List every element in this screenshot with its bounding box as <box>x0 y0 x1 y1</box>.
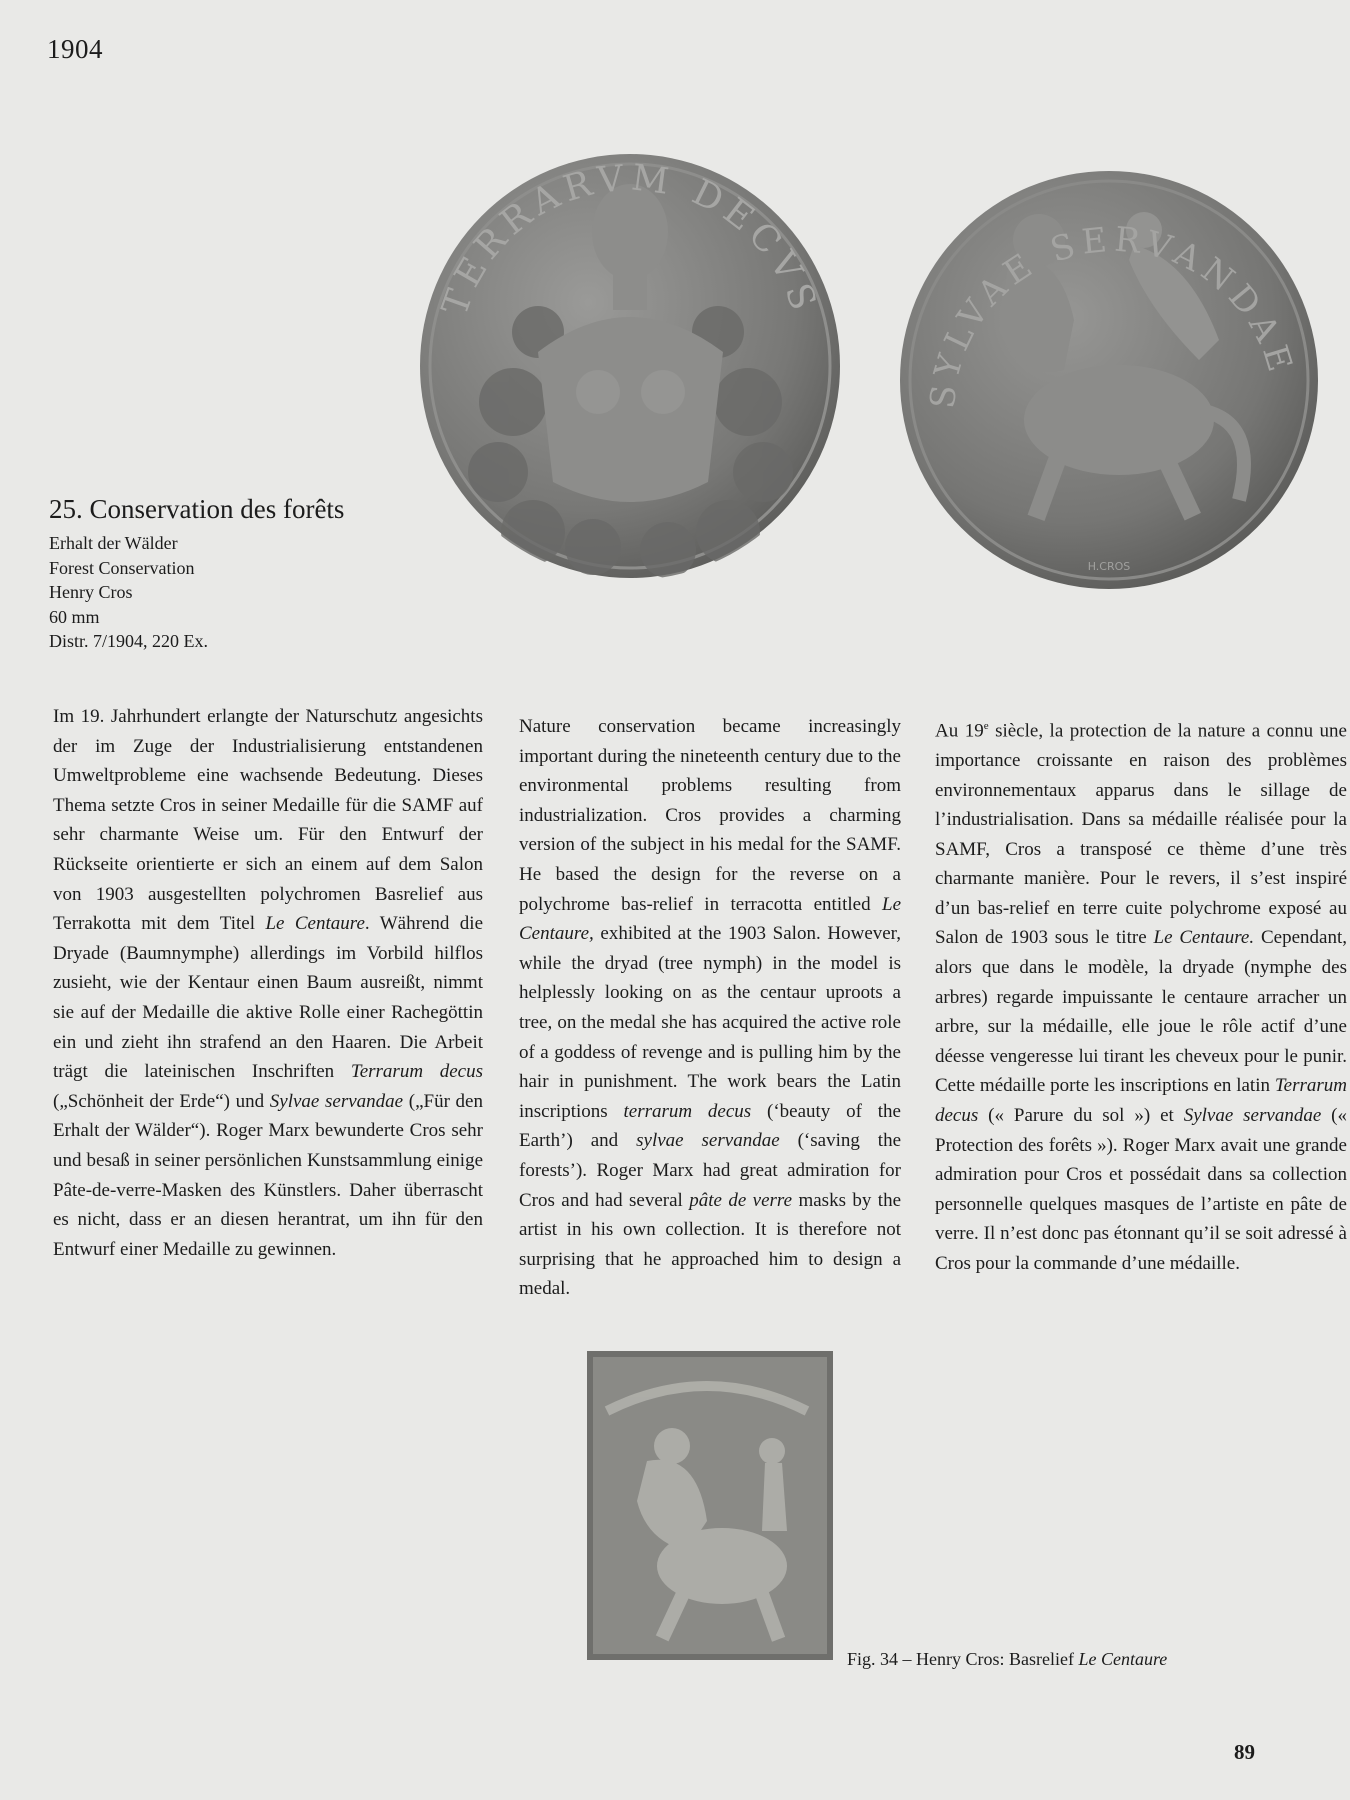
entry-size: 60 mm <box>49 606 100 627</box>
reverse-signature: H.CROS <box>1087 560 1131 573</box>
english-paragraph: Nature conservation became increasingly important during the nineteenth century due to the environmental problems resulting from industrialization. Cros provides a charming version of the subject in his medal for the SAMF. He based the design for the reverse on a polychrome bas-relief in terracotta entitled Le Centaure, exhibited at the 1903 Salon. However, while the dryad (tree nymph) in the model is helplessly looking on as the centaur uproots a tree, on the medal she has acquired the active role of a goddess of revenge and is pulling him by the hair in punishment. The work bears the Latin inscriptions terrarum decus (‘beauty of the Earth’) and sylvae servandae (‘saving the forests’). Roger Marx had great admiration for Cros and had several pâte de verre masks by the artist in his own collection. It is therefore not surprising that he approached him to design a medal. <box>519 716 902 1300</box>
entry-artist: Henry Cros <box>49 582 133 602</box>
figure-caption: Fig. 34 – Henry Cros: Basrelief Le Centaure <box>847 1649 1168 1669</box>
medal-reverse-image <box>899 170 1319 590</box>
obverse-inscription: TERRARVM DECVS <box>434 157 826 321</box>
medal-obverse-image <box>418 152 842 580</box>
year-heading: 1904 <box>47 34 103 64</box>
german-paragraph: Im 19. Jahrhundert erlangte der Naturschutz angesichts der im Zuge der Industrialisierung entstandenen Umweltprobleme eine wachsende Bedeutung. Dieses Thema setzte Cros in seiner Medaille für die SAMF auf sehr charmante Weise um. Für den Entwurf der Rückseite orientierte er sich an einem auf dem Salon von 1903 ausgestellten polychromen Basrelief aus Terrakotta mit dem Titel Le Centaure. Während die Dryade (Baumnymphe) allerdings im Vorbild hilflos zusieht, wie der Kentaur einen Baum ausreißt, nimmt sie auf der Medaille die aktive Rolle einer Rachegöttin ein und zieht ihn strafend an den Haaren. Die Arbeit trägt die lateinischen Inschriften Terrarum decus („Schönheit der Erde“) und Sylvae servandae („Für den Erhalt der Wälder“). Roger Marx bewunderte Cros sehr und besaß in seiner persönlichen Kunstsammlung einige Pâte-de-verre-Masken des Künstlers. Daher überrascht es nicht, dass er an diesen herantrat, um ihn für den Entwurf einer Medaille zu gewinnen. <box>53 706 484 1260</box>
entry-title: 25. Conservation des forêts <box>49 494 345 524</box>
english-text-column <box>519 712 901 1304</box>
entry-german-title: Erhalt der Wälder <box>49 533 178 553</box>
centaur-basrelief-image <box>587 1351 833 1660</box>
catalog-entry <box>49 494 429 654</box>
german-text-column <box>53 702 483 1264</box>
french-paragraph: Au 19e siècle, la protection de la nature a connu une importance croissante en raison des problèmes environnementaux apparus dans le sillage de l’industrialisation. Dans sa médaille réalisée pour la SAMF, Cros a transposé ce thème d’une très charmante manière. Pour le revers, il s’est inspiré d’un bas-relief en terre cuite polychrome exposé au Salon de 1903 sous le titre Le Centaure. Cependant, alors que dans le modèle, la dryade (nymphe des arbres) regarde impuissante le centaure arracher un arbre, sur la médaille, elle joue le rôle actif d’une déesse vengeresse lui tirant les cheveux pour le punir. Cette médaille porte les inscriptions en latin Terrarum decus (« Parure du sol ») et Sylvae servandae (« Protection des forêts »). Roger Marx avait une grande admiration pour Cros et possédait dans sa collection personnelle quelques masques de l’artiste en pâte de verre. Il n’est donc pas étonnant qu’il se soit adressé à Cros pour la commande d’une médaille. <box>935 720 1347 1275</box>
french-text-column <box>935 712 1347 1279</box>
entry-english-title: Forest Conservation <box>49 557 195 578</box>
reverse-inscription: SYLVAE SERVANDAE <box>922 219 1302 411</box>
entry-distribution: Distr. 7/1904, 220 Ex. <box>49 631 209 651</box>
page-number: 89 <box>1234 1740 1255 1764</box>
